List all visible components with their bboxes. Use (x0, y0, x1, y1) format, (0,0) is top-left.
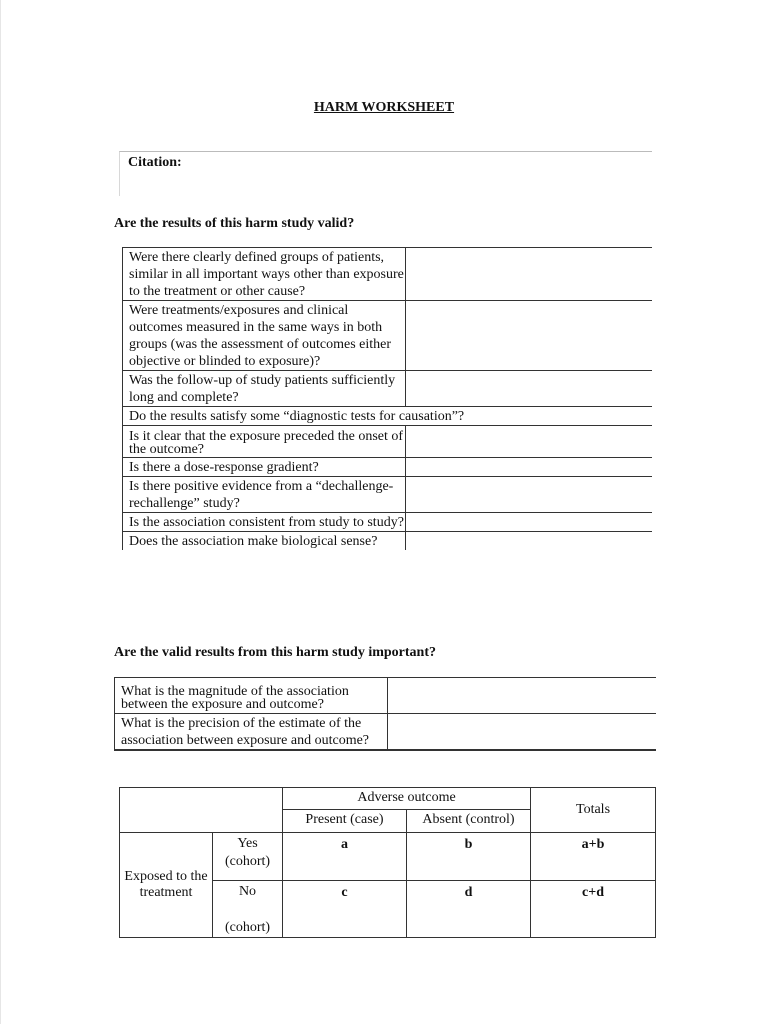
exposed-label: Exposed to the treatment (120, 833, 213, 938)
cell-c[interactable]: c (283, 881, 407, 938)
causation-row-3 (123, 477, 653, 513)
causation-row-4 (123, 513, 653, 532)
validity-heading: Are the results of this harm study valid? (114, 216, 355, 231)
cell-a[interactable]: a (283, 833, 407, 881)
validity-table (122, 247, 652, 550)
importance-row-1 (115, 678, 657, 714)
document-title: HARM WORKSHEET (313, 100, 455, 115)
importance-row-2 (115, 714, 657, 751)
importance-table (114, 677, 656, 751)
causation-answer-3[interactable] (406, 477, 652, 513)
total-cd[interactable]: c+d (531, 881, 656, 938)
yes-cohort-text: (cohort) (224, 854, 271, 869)
causation-row-2 (123, 458, 653, 477)
absent-control-header: Absent (control) (407, 810, 531, 833)
causation-row-1 (123, 426, 653, 458)
importance-question-2: What is the precision of the estimate of the association between exposure and outcome? (115, 714, 388, 751)
validity-answer-1[interactable] (406, 248, 652, 301)
validity-row-2 (123, 301, 653, 371)
cell-b[interactable]: b (407, 833, 531, 881)
adverse-outcome-header: Adverse outcome (283, 788, 531, 810)
cell-d[interactable]: d (407, 881, 531, 938)
causation-question-3: Is there positive evidence from a “dechallenge-rechallenge” study? (123, 477, 406, 513)
citation-label: Citation: (128, 155, 182, 170)
causation-question-5: Does the association make biological sense? (123, 532, 406, 551)
citation-field[interactable] (119, 151, 652, 196)
causation-answer-5[interactable] (406, 532, 652, 551)
importance-answer-2[interactable] (387, 714, 656, 751)
two-by-two-table (119, 787, 656, 938)
importance-answer-1[interactable] (387, 678, 656, 714)
importance-question-1: What is the magnitude of the association between the exposure and outcome? (115, 678, 388, 714)
no-cohort-label (213, 881, 283, 938)
page-edge (0, 0, 1, 1024)
total-ab[interactable]: a+b (531, 833, 656, 881)
validity-question-1: Were there clearly defined groups of patients, similar in all important ways other than exposure to the treatment or other cause? (123, 248, 406, 301)
causation-answer-2[interactable] (406, 458, 652, 477)
validity-question-2: Were treatments/exposures and clinical outcomes measured in the same ways in both groups (was the assessment of outcomes either objective or blinded to exposure)? (123, 301, 406, 371)
causation-question-1: Is it clear that the exposure preceded the onset of the outcome? (123, 426, 406, 458)
yes-label: Yes (237, 836, 258, 851)
causation-header-row (123, 407, 653, 426)
validity-row-3 (123, 371, 653, 407)
causation-question-4: Is the association consistent from study to study? (123, 513, 406, 532)
present-case-header: Present (case) (283, 810, 407, 833)
table-corner (120, 788, 283, 833)
validity-row-1 (123, 248, 653, 301)
no-cohort-text: (cohort) (224, 920, 271, 935)
yes-cohort-label (213, 833, 283, 881)
validity-answer-3[interactable] (406, 371, 652, 407)
totals-header: Totals (531, 788, 656, 833)
no-label: No (238, 884, 257, 899)
validity-question-3: Was the follow-up of study patients sufficiently long and complete? (123, 371, 406, 407)
importance-heading: Are the valid results from this harm study important? (114, 645, 436, 660)
causation-answer-4[interactable] (406, 513, 652, 532)
causation-answer-1[interactable] (406, 426, 652, 458)
validity-answer-2[interactable] (406, 301, 652, 371)
causation-row-5 (123, 532, 653, 551)
causation-header: Do the results satisfy some “diagnostic tests for causation”? (123, 407, 653, 426)
causation-question-2: Is there a dose-response gradient? (123, 458, 406, 477)
